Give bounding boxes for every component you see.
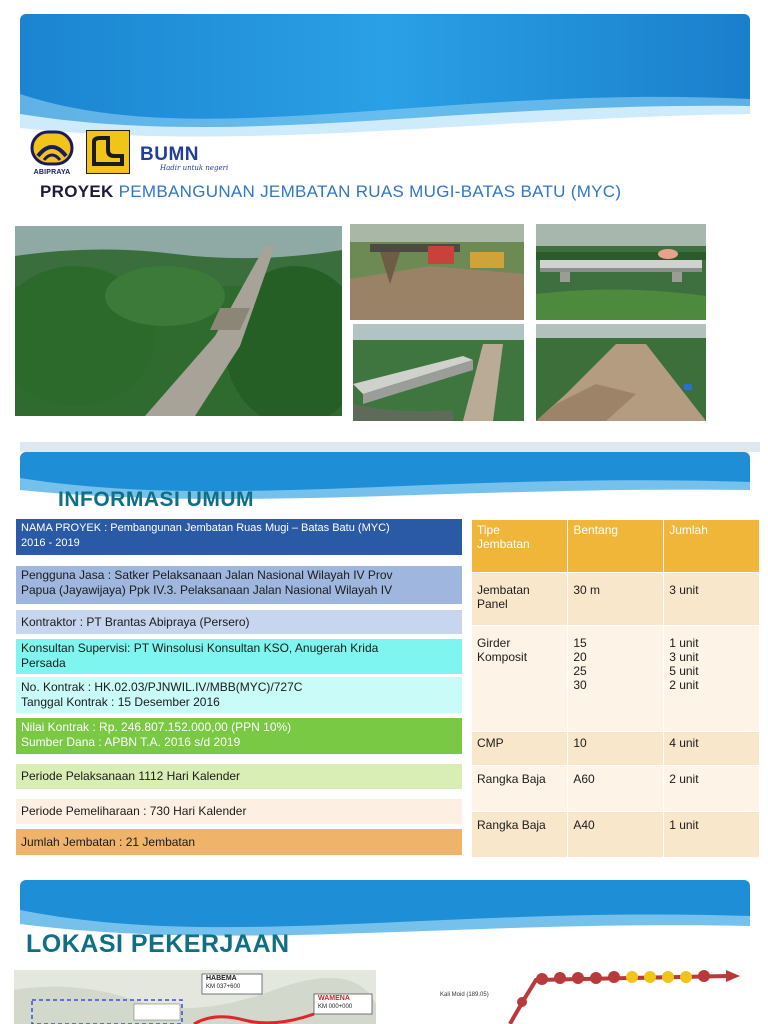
table-header-cell: Tipe Jembatan [472,520,568,572]
info-row-service-user [16,566,462,604]
info-row-bridge-count-line1: Jumlah Jembatan : 21 Jembatan [21,835,196,849]
info-row-contract-line2: Tanggal Kontrak : 15 Desember 2016 [21,695,220,709]
abipraya-logo [28,130,76,176]
table-row [472,811,760,857]
info-row-project-name [16,519,462,555]
table-row [472,731,760,765]
table-cell: A60 [568,765,664,811]
info-row-contractor-line1: Kontraktor : PT Brantas Abipraya (Persero) [21,615,250,629]
map-label-wamena: WAMENA [318,995,350,1002]
project-title-lead: PROYEK [40,182,114,201]
info-row-contract-line1: No. Kontrak : HK.02.03/PJNWIL.IV/MBB(MYC)/727C [21,680,303,694]
road-earthwork-photo [536,324,706,421]
bridge-type-table [472,520,760,858]
location-section-title: LOKASI PEKERJAAN [26,930,290,958]
table-cell: Jembatan Panel [472,572,568,625]
info-row-project-name-line2: 2016 - 2019 [21,537,80,549]
table-cell: Rangka Baja [472,811,568,857]
table-cell: 15 20 25 30 [568,625,664,731]
map-label-wamena-km: KM 000+000 [318,1004,353,1010]
table-cell: 2 unit [664,765,760,811]
map-label-habema-km: KM 037+600 [206,984,241,990]
bumn-word: BUMN [140,144,199,165]
info-row-bridge-count [16,829,462,855]
table-cell: Rangka Baja [472,765,568,811]
table-row [472,625,760,731]
section-divider [20,442,760,452]
table-header-row [472,520,760,572]
pu-logo [86,130,130,174]
info-row-service-user-line1: Pengguna Jasa : Satker Pelaksanaan Jalan Nasional Wilayah IV Prov [21,568,393,582]
info-row-maintenance-period [16,799,462,824]
info-row-maintenance-period-line1: Periode Pemeliharaan : 730 Hari Kalender [21,804,247,818]
info-row-service-user-line2: Papua (Jayawijaya) Ppk IV.3. Pelaksanaan Jalan Nasional Wilayah IV [21,583,393,597]
table-header-cell: Jumlah [664,520,760,572]
map-label-habema: HABEMA [206,975,237,982]
info-row-contract-value-line2: Sumber Dana : APBN T.A. 2016 s/d 2019 [21,735,241,749]
bridge-route-diagram [410,962,760,1024]
info-row-project-name-line1: NAMA PROYEK : Pembangunan Jembatan Ruas Mugi – Batas Batu (MYC) [21,522,390,534]
abipraya-caption: ABIPRAYA [33,169,71,176]
bumn-tagline: Hadir untuk negeri [160,164,229,172]
info-row-contractor [16,610,462,634]
table-row [472,765,760,811]
info-row-execution-period-line1: Periode Pelaksanaan 1112 Hari Kalender [21,769,241,783]
table-cell: CMP [472,731,568,765]
logo-group [28,130,232,178]
info-section-title: INFORMASI UMUM [58,488,254,511]
table-cell: 1 unit [664,811,760,857]
info-row-contract [16,677,462,713]
bumn-logo [140,130,232,174]
steel-bridge-photo [536,224,706,320]
route-first-label: Kali Moid (189.05) [440,992,489,998]
info-row-consultant-line2: Persada [21,656,66,670]
info-row-contract-value-line1: Nilai Kontrak : Rp. 246.807.152.000,00 (PPN 10%) [21,720,292,734]
table-cell: A40 [568,811,664,857]
info-row-consultant-line1: Konsultan Supervisi: PT Winsolusi Konsultan KSO, Anugerah Krida [21,641,379,655]
info-row-consultant [16,639,462,674]
info-row-contract-value [16,718,462,754]
project-title-name: PEMBANGUNAN JEMBATAN RUAS MUGI-BATAS BATU (MYC) [118,182,622,201]
location-map [14,970,376,1024]
table-cell: 10 [568,731,664,765]
truss-bridge-photo [353,324,524,421]
info-row-execution-period [16,764,462,789]
project-title [40,182,621,202]
table-cell: 30 m [568,572,664,625]
table-cell: Girder Komposit [472,625,568,731]
aerial-road-photo [15,226,342,416]
table-cell: 4 unit [664,731,760,765]
table-header-cell: Bentang [568,520,664,572]
bridge-construction-photo [350,224,524,320]
table-row [472,572,760,625]
table-cell: 3 unit [664,572,760,625]
table-cell: 1 unit 3 unit 5 unit 2 unit [664,625,760,731]
